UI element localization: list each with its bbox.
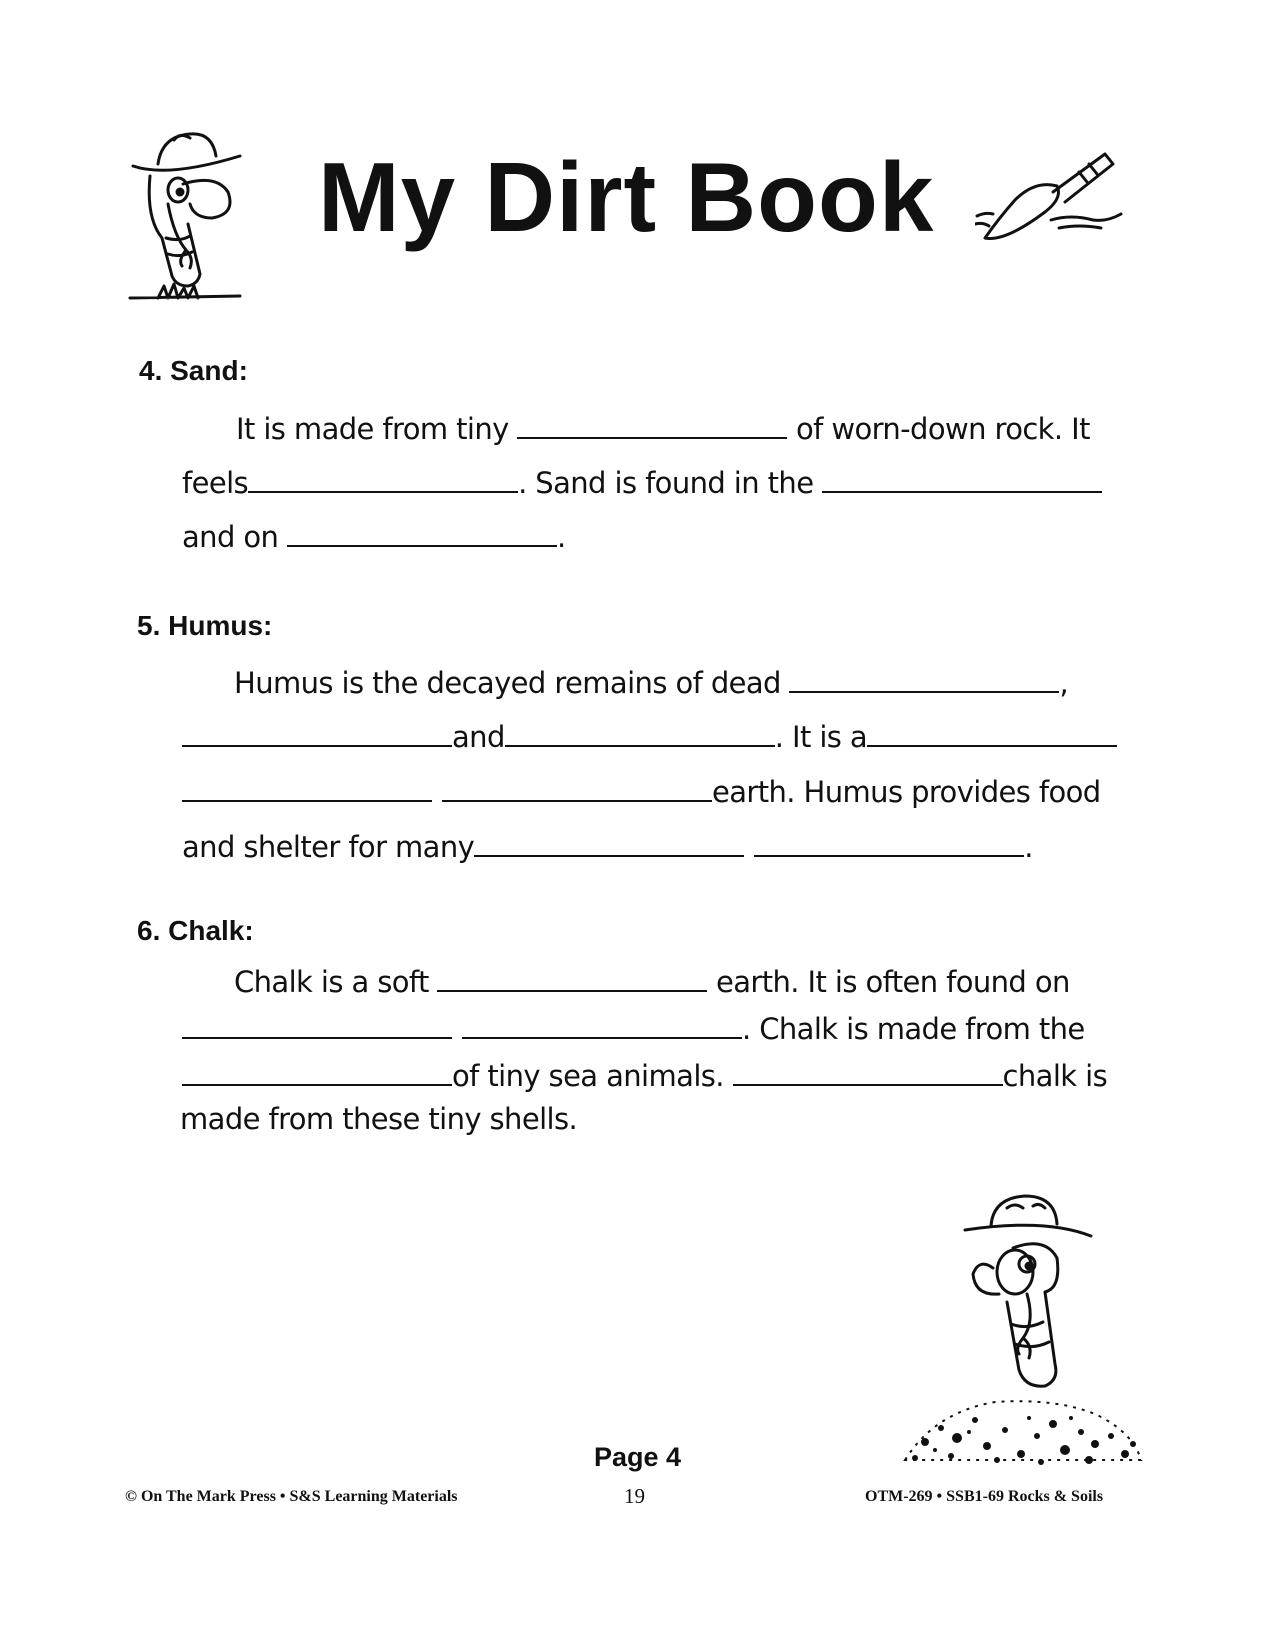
fill-in-blank[interactable] [822, 467, 1102, 493]
fill-in-blank[interactable] [505, 721, 775, 747]
fill-in-blank[interactable] [754, 831, 1024, 857]
fill-in-blank[interactable] [867, 721, 1117, 747]
fill-in-blank[interactable] [517, 413, 787, 439]
page-title: My Dirt Book [318, 142, 935, 252]
section-heading-chalk: 6. Chalk: [137, 915, 254, 946]
fill-in-blank[interactable] [442, 776, 712, 802]
chalk-line-3: of tiny sea animals. chalk is [182, 1060, 1107, 1091]
section-heading-humus: 5. Humus: [137, 610, 273, 641]
humus-line-2: and . It is a [182, 721, 1117, 752]
fill-in-blank[interactable] [182, 1013, 452, 1039]
footer-page-number: 19 [624, 1484, 645, 1508]
sand-line-2: feels . Sand is found in the [182, 467, 1102, 498]
trowel-icon [975, 150, 1125, 250]
humus-line-3: earth. Humus provides food [182, 776, 1101, 807]
humus-line-1: Humus is the decayed remains of dead , [234, 666, 1069, 700]
fill-in-blank[interactable] [474, 831, 744, 857]
fill-in-blank[interactable] [182, 776, 432, 802]
chalk-line-4: made from these tiny shells. [180, 1102, 578, 1136]
humus-line-4: and shelter for many . [182, 830, 1033, 864]
fill-in-blank[interactable] [182, 721, 452, 747]
worm-in-dirt-icon [895, 1192, 1145, 1482]
sand-line-1: It is made from tiny of worn-down rock. It [236, 412, 1090, 446]
fill-in-blank[interactable] [287, 521, 557, 547]
section-heading-sand: 4. Sand: [139, 355, 248, 386]
fill-in-blank[interactable] [789, 667, 1059, 693]
fill-in-blank[interactable] [462, 1013, 742, 1039]
chalk-line-1: Chalk is a soft earth. It is often found on [234, 965, 1070, 999]
page-label: Page 4 [594, 1442, 682, 1472]
footer-publisher: © On The Mark Press • S&S Learning Materials [125, 1488, 458, 1505]
fill-in-blank[interactable] [437, 966, 707, 992]
fill-in-blank[interactable] [733, 1060, 1003, 1086]
fill-in-blank[interactable] [248, 467, 518, 493]
chalk-line-2: . Chalk is made from the [182, 1013, 1085, 1044]
sand-line-3: and on . [182, 520, 566, 554]
worm-with-hat-icon [128, 126, 252, 316]
fill-in-blank[interactable] [182, 1060, 452, 1086]
footer-product-code: OTM-269 • SSB1-69 Rocks & Soils [865, 1488, 1104, 1505]
